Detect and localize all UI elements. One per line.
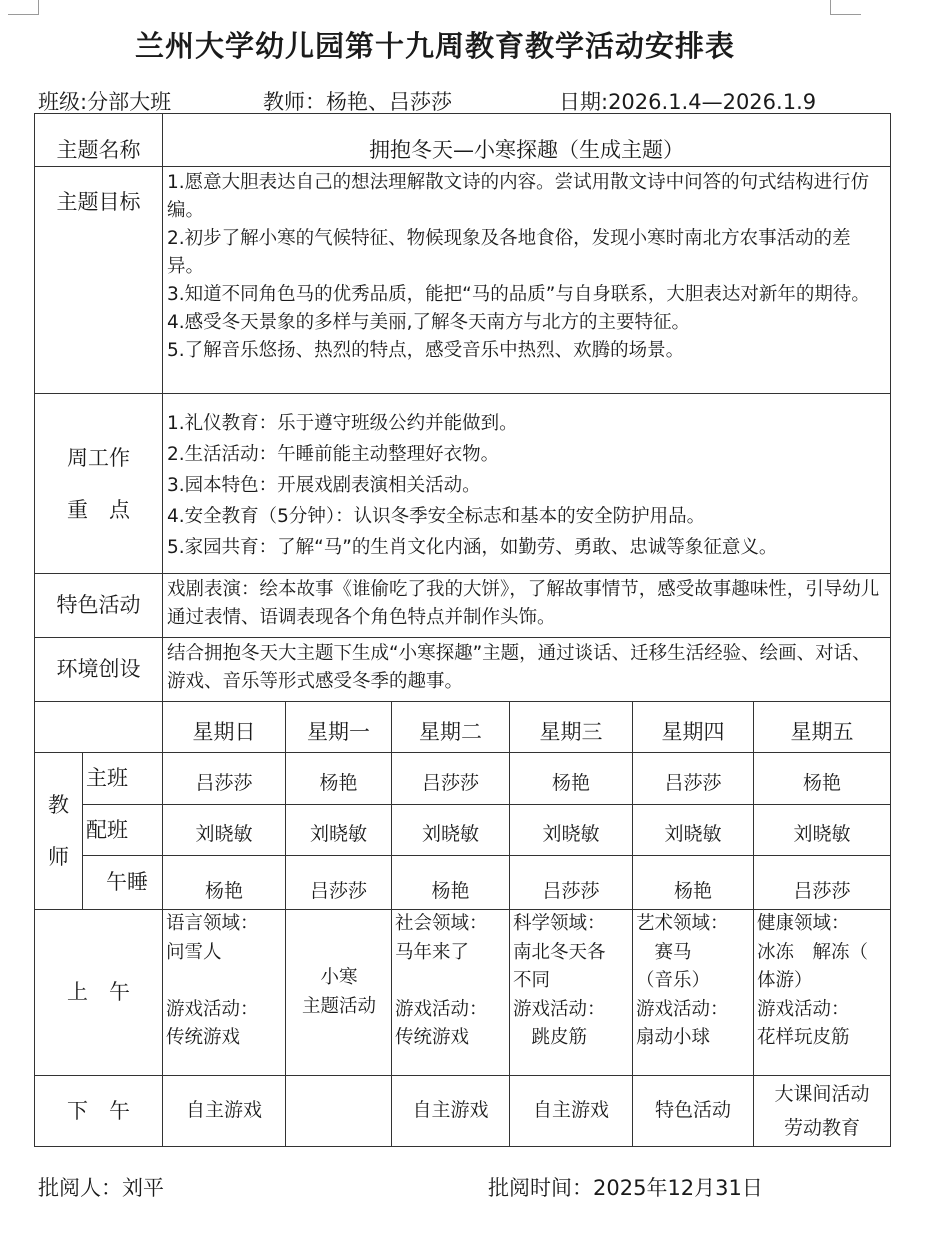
focus-item: 2.生活活动：午睡前能主动整理好衣物。 xyxy=(167,444,500,465)
date-label: 日期:2026.1.4—2026.1.9 xyxy=(559,90,817,114)
goals-row xyxy=(35,167,891,394)
morning-activity: 小寒 主题活动 xyxy=(286,910,392,1076)
role-cell: 吕莎莎 xyxy=(286,856,392,910)
weekly-focus-cell xyxy=(163,394,891,574)
day-header: 星期五 xyxy=(754,702,891,753)
role-cell: 刘晓敏 xyxy=(510,805,633,856)
theme-value: 拥抱冬天—小寒探趣（生成主题） xyxy=(163,114,891,167)
goal-item: 4.感受冬天景象的多样与美丽,了解冬天南方与北方的主要特征。 xyxy=(167,312,691,333)
role-cell: 刘晓敏 xyxy=(392,805,510,856)
focus-item: 3.园本特色：开展戏剧表演相关活动。 xyxy=(167,475,481,496)
weekly-focus-label xyxy=(35,394,163,574)
role-label: 主班 xyxy=(83,753,163,805)
role-cell: 刘晓敏 xyxy=(286,805,392,856)
day-header: 星期一 xyxy=(286,702,392,753)
morning-label: 上 午 xyxy=(35,910,163,1076)
role-cell: 吕莎莎 xyxy=(633,753,754,805)
morning-activity: 科学领域： 南北冬天各 不同 游戏活动： 跳皮筋 xyxy=(510,910,633,1076)
special-label: 特色活动 xyxy=(35,574,163,638)
afternoon-activity: 自主游戏 xyxy=(163,1076,286,1147)
page-corner-mark-left xyxy=(8,0,39,15)
days-header-corner xyxy=(35,702,163,753)
role-cell: 刘晓敏 xyxy=(163,805,286,856)
weekly-focus-row xyxy=(35,394,891,574)
review-time-label: 批阅时间：2025年12月31日 xyxy=(488,1176,763,1200)
teacher-role-row xyxy=(35,805,891,856)
teacher-group-label xyxy=(35,753,83,910)
special-value: 戏剧表演：绘本故事《谁偷吃了我的大饼》，了解故事情节，感受故事趣味性，引导幼儿通过表情、语调表现各个角色特点并制作头饰。 xyxy=(163,574,891,638)
environment-row xyxy=(35,638,891,702)
teacher-group-label-2: 师 xyxy=(48,845,69,869)
role-cell: 吕莎莎 xyxy=(392,753,510,805)
focus-item: 4.安全教育（5分钟）：认识冬季安全标志和基本的安全防护用品。 xyxy=(167,506,706,527)
role-cell: 刘晓敏 xyxy=(754,805,891,856)
goal-item: 1.愿意大胆表达自己的想法理解散文诗的内容。尝试用散文诗中问答的句式结构进行仿编。 xyxy=(167,172,870,221)
morning-activity: 艺术领域： 赛马 （音乐） 游戏活动： 扇动小球 xyxy=(633,910,754,1076)
teachers-label: 教师：杨艳、吕莎莎 xyxy=(263,90,452,114)
teacher-role-row xyxy=(35,856,891,910)
goals-label-text: 主题目标 xyxy=(56,190,141,214)
theme-row xyxy=(35,114,891,167)
morning-activity: 语言领域： 问雪人 游戏活动： 传统游戏 xyxy=(163,910,286,1076)
focus-item: 1.礼仪教育：乐于遵守班级公约并能做到。 xyxy=(167,413,518,434)
weekly-focus-label-line1: 周工作 xyxy=(67,445,130,470)
day-header: 星期日 xyxy=(163,702,286,753)
afternoon-label: 下 午 xyxy=(35,1076,163,1147)
goal-item: 3.知道不同角色马的优秀品质，能把“马的品质”与自身联系，大胆表达对新年的期待。 xyxy=(167,284,870,305)
afternoon-activity: 自主游戏 xyxy=(392,1076,510,1147)
page-title: 兰州大学幼儿园第十九周教育教学活动安排表 xyxy=(134,29,735,63)
day-header: 星期三 xyxy=(510,702,633,753)
days-header-row xyxy=(35,702,891,753)
goal-item: 5.了解音乐悠扬、热烈的特点，感受音乐中热烈、欢腾的场景。 xyxy=(167,340,685,361)
goals-cell xyxy=(163,167,891,394)
teacher-role-row xyxy=(35,753,891,805)
reviewer-label: 批阅人：刘平 xyxy=(38,1176,164,1200)
class-label: 班级:分部大班 xyxy=(38,90,172,114)
role-cell: 杨艳 xyxy=(392,856,510,910)
afternoon-activity xyxy=(286,1076,392,1147)
goal-item: 2.初步了解小寒的气候特征、物候现象及各地食俗，发现小寒时南北方农事活动的差异。 xyxy=(167,228,851,277)
environment-value: 结合拥抱冬天大主题下生成“小寒探趣”主题，通过谈话、迁移生活经验、绘画、对话、游戏、音乐等形式感受冬季的趣事。 xyxy=(163,638,891,702)
teacher-group-label-1: 教 xyxy=(48,793,69,817)
morning-row xyxy=(35,910,891,1076)
focus-item: 5.家园共育：了解“马”的生肖文化内涵，如勤劳、勇敢、忠诚等象征意义。 xyxy=(167,537,778,558)
afternoon-activity: 大课间活动 劳动教育 xyxy=(754,1076,891,1147)
role-cell: 杨艳 xyxy=(754,753,891,805)
role-cell: 吕莎莎 xyxy=(510,856,633,910)
role-cell: 杨艳 xyxy=(286,753,392,805)
weekly-focus-label-line2: 重 点 xyxy=(67,497,130,522)
role-cell: 杨艳 xyxy=(163,856,286,910)
role-cell: 杨艳 xyxy=(510,753,633,805)
goals-label xyxy=(35,167,163,394)
morning-activity: 社会领域： 马年来了 游戏活动： 传统游戏 xyxy=(392,910,510,1076)
theme-label: 主题名称 xyxy=(35,114,163,167)
role-cell: 吕莎莎 xyxy=(754,856,891,910)
day-header: 星期四 xyxy=(633,702,754,753)
role-cell: 杨艳 xyxy=(633,856,754,910)
role-cell: 刘晓敏 xyxy=(633,805,754,856)
schedule-table xyxy=(34,113,891,1147)
role-cell: 吕莎莎 xyxy=(163,753,286,805)
role-label: 配班 xyxy=(83,805,163,856)
page-corner-mark-right xyxy=(830,0,861,15)
morning-activity: 健康领域： 冰冻 解冻（ 体游） 游戏活动： 花样玩皮筋 xyxy=(754,910,891,1076)
afternoon-activity: 特色活动 xyxy=(633,1076,754,1147)
special-row xyxy=(35,574,891,638)
afternoon-row xyxy=(35,1076,891,1147)
afternoon-activity: 自主游戏 xyxy=(510,1076,633,1147)
day-header: 星期二 xyxy=(392,702,510,753)
role-label: 午睡 xyxy=(83,856,163,910)
environment-label: 环境创设 xyxy=(35,638,163,702)
